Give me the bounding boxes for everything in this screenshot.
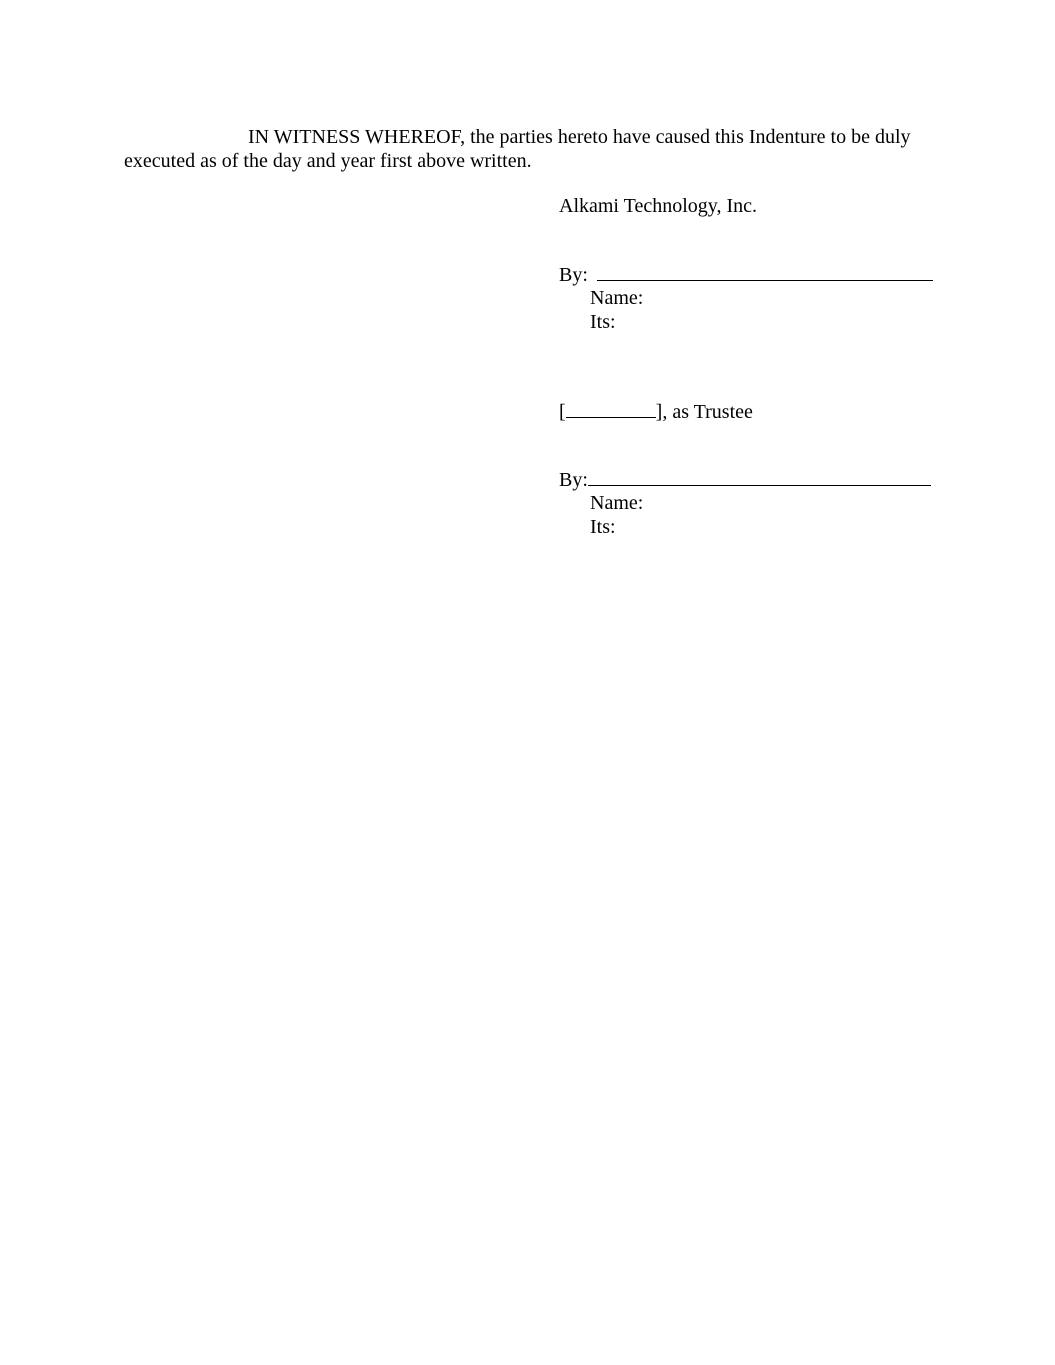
company-name: Alkami Technology, Inc. xyxy=(559,195,757,217)
trustee-by-line xyxy=(559,467,931,492)
company-signature-line xyxy=(597,262,933,281)
trustee-its-label: Its: xyxy=(590,516,616,538)
trustee-name-label: Name: xyxy=(590,492,644,514)
witness-line-2: executed as of the day and year first above written. xyxy=(124,150,532,172)
trustee-by-label: By: xyxy=(559,469,588,491)
company-by-line xyxy=(559,262,933,287)
trustee-suffix: ], as Trustee xyxy=(655,401,753,423)
company-by-label: By: xyxy=(559,264,588,286)
trustee-name xyxy=(559,399,753,424)
company-name-label: Name: xyxy=(590,287,644,309)
trustee-name-blank xyxy=(566,399,656,418)
company-its-label: Its: xyxy=(590,311,616,333)
trustee-open-bracket: [ xyxy=(559,401,566,423)
witness-line-1: IN WITNESS WHEREOF, the parties hereto have caused this Indenture to be duly xyxy=(248,126,911,148)
trustee-signature-line xyxy=(588,467,931,486)
